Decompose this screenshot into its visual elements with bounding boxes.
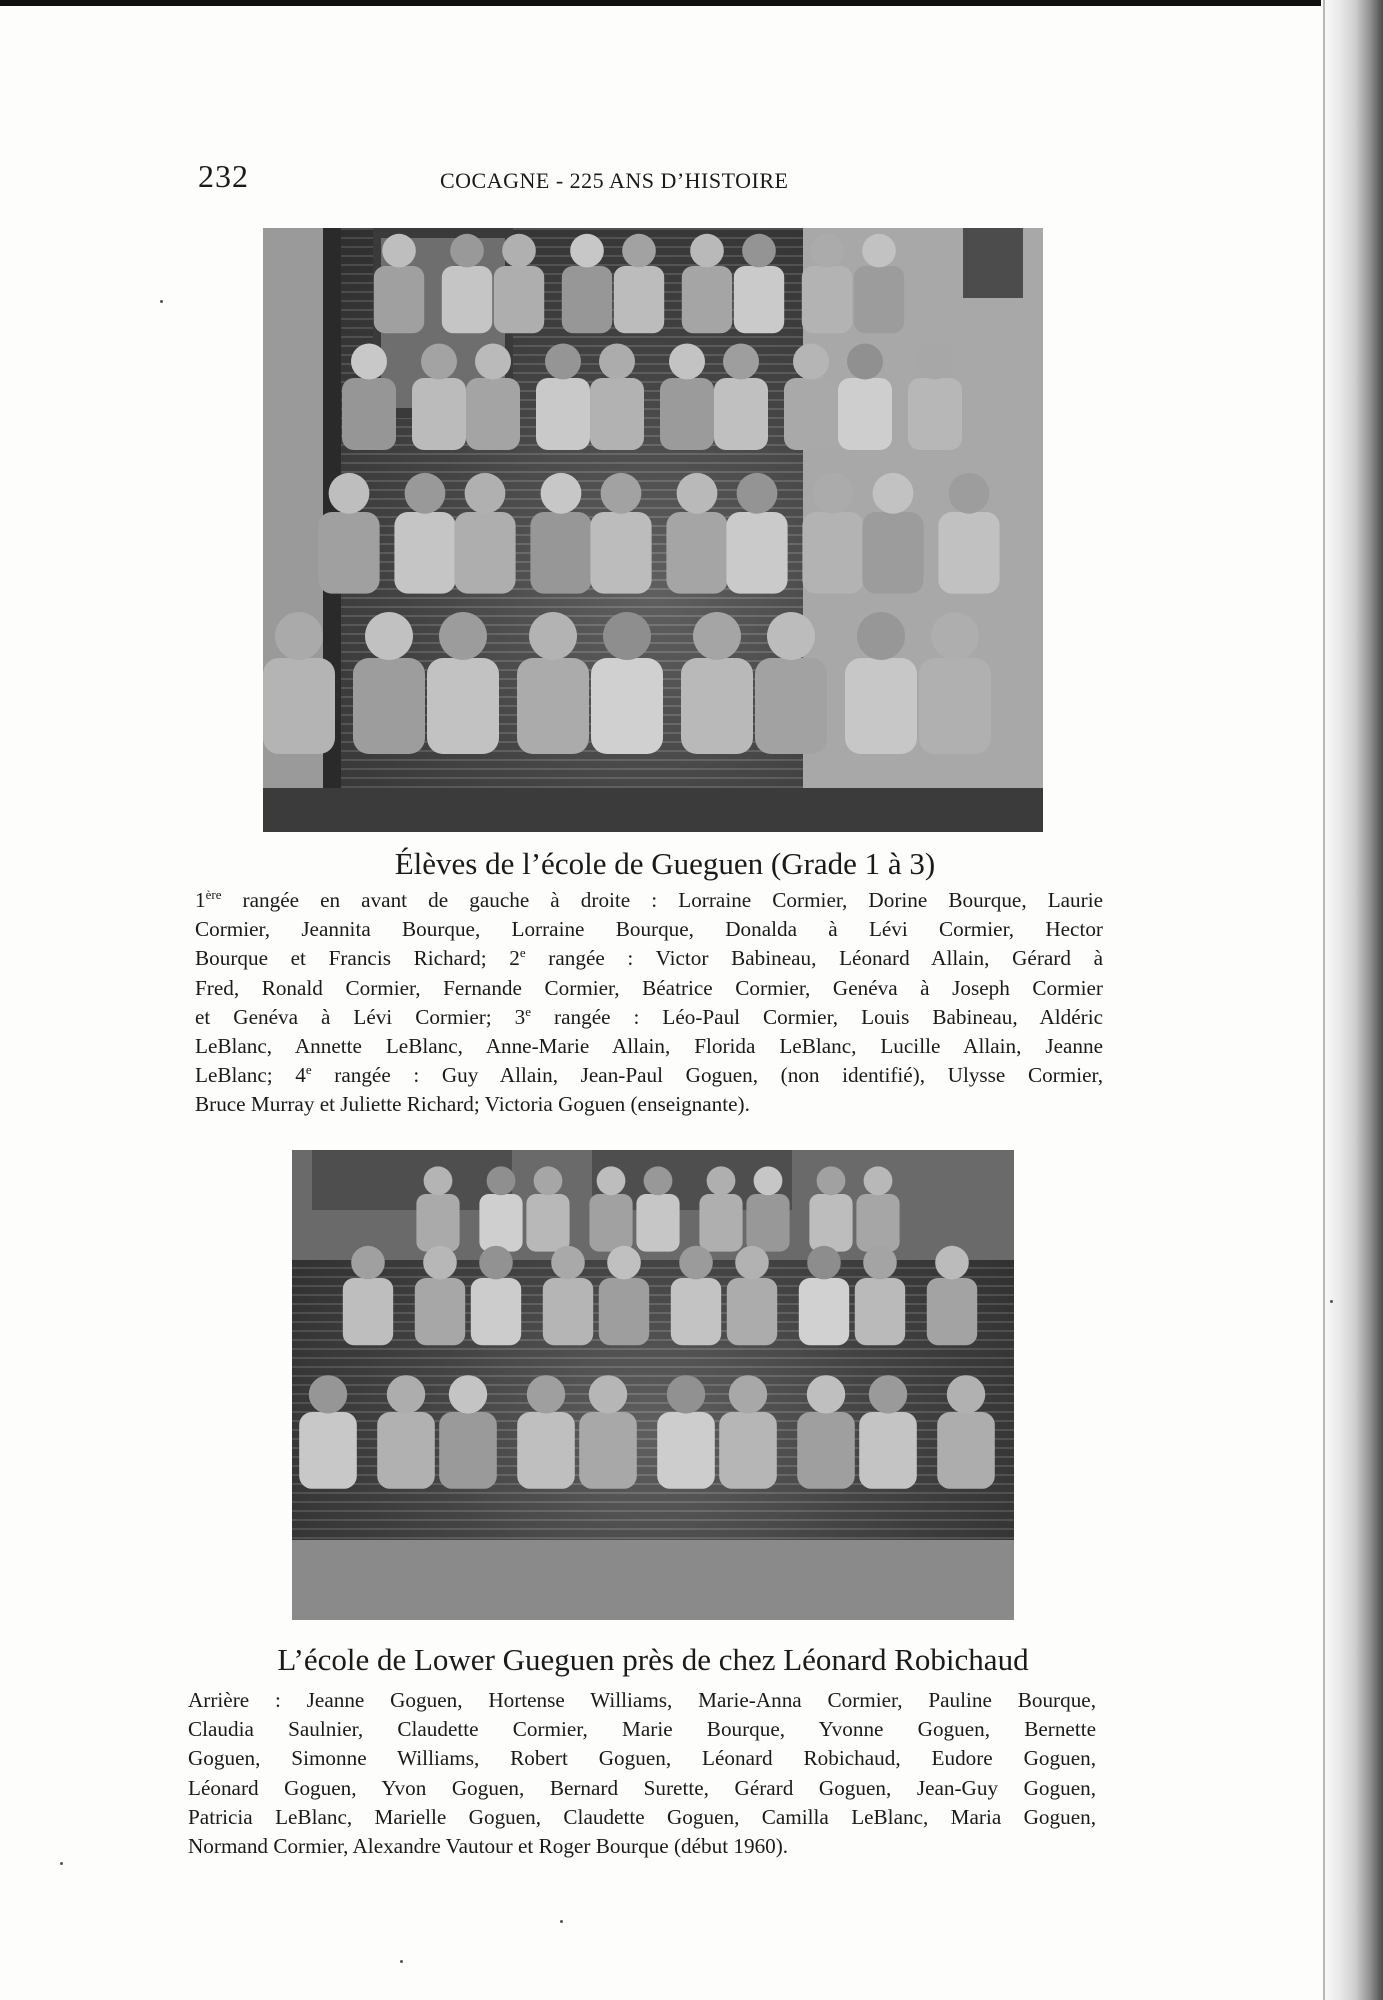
- scan-speck: [1330, 1300, 1333, 1303]
- class-photo-gueguen-figures: [263, 228, 1043, 832]
- caption-line: Normand Cormier, Alexandre Vautour et Roger Bourque (début 1960).: [188, 1834, 789, 1859]
- caption-line: 1ère rangée en avant de gauche à droite : Lorraine Cormier, Dorine Bourque, Laurie: [195, 886, 1103, 912]
- class-photo-lower-gueguen-figures: [292, 1150, 1014, 1620]
- photo1-caption-title: Élèves de l’école de Gueguen (Grade 1 à 3): [394, 846, 936, 881]
- photo1-caption-body: [195, 886, 1103, 1120]
- caption-line: LeBlanc; 4e rangée : Guy Allain, Jean-Paul Goguen, (non identifié), Ulysse Cormier,: [195, 1062, 1104, 1088]
- scan-gutter-line: [1323, 0, 1325, 2000]
- caption-line: Arrière : Jeanne Goguen, Hortense Williams, Marie-Anna Cormier, Pauline Bourque,: [188, 1688, 1096, 1712]
- caption-line: et Genéva à Lévi Cormier; 3e rangée : Léo-Paul Cormier, Louis Babineau, Aldéric: [195, 1003, 1104, 1029]
- caption-line: Patricia LeBlanc, Marielle Goguen, Claudette Goguen, Camilla LeBlanc, Maria Goguen,: [188, 1804, 1096, 1829]
- page-number: 232: [198, 158, 249, 194]
- running-head: COCAGNE - 225 ANS D’HISTOIRE: [440, 168, 789, 193]
- caption-line: Léonard Goguen, Yvon Goguen, Bernard Surette, Gérard Goguen, Jean-Guy Goguen,: [188, 1775, 1096, 1800]
- scan-book-gutter: [1321, 0, 1383, 2000]
- scan-speck: [160, 300, 163, 303]
- caption-line: Claudia Saulnier, Claudette Cormier, Marie Bourque, Yvonne Goguen, Bernette: [188, 1717, 1096, 1742]
- class-photo-gueguen: [263, 228, 1043, 832]
- caption-line: Bruce Murray et Juliette Richard; Victoria Goguen (enseignante).: [195, 1092, 750, 1117]
- caption-line: Bourque et Francis Richard; 2e rangée : Victor Babineau, Léonard Allain, Gérard à: [195, 945, 1103, 971]
- caption-line: Goguen, Simonne Williams, Robert Goguen, Léonard Robichaud, Eudore Goguen,: [188, 1746, 1096, 1771]
- scan-speck: [560, 1920, 563, 1923]
- caption-line: Fred, Ronald Cormier, Fernande Cormier, Béatrice Cormier, Genéva à Joseph Cormier: [195, 975, 1103, 1000]
- photo2-caption-body: [188, 1686, 1096, 1861]
- scan-top-edge: [0, 0, 1340, 6]
- class-photo-lower-gueguen: [292, 1150, 1014, 1620]
- caption-line: LeBlanc, Annette LeBlanc, Anne-Marie Allain, Florida LeBlanc, Lucille Allain, Jeanne: [195, 1034, 1103, 1059]
- photo2-caption-title: L’école de Lower Gueguen près de chez Léonard Robichaud: [277, 1642, 1029, 1677]
- scan-speck: [60, 1862, 63, 1865]
- scan-speck: [400, 1960, 403, 1963]
- caption-line: Cormier, Jeannita Bourque, Lorraine Bourque, Donalda à Lévi Cormier, Hector: [195, 917, 1103, 942]
